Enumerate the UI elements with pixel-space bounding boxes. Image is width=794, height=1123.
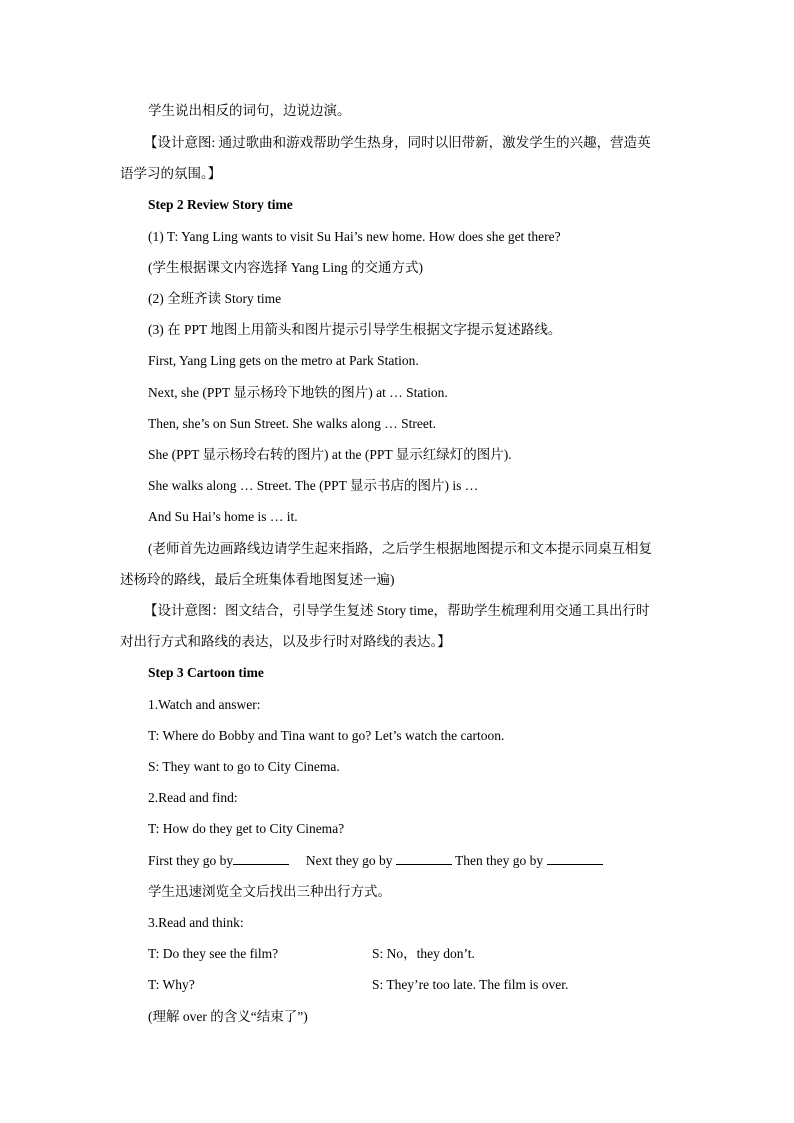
- text-line: Next, she (PPT 显示杨玲下地铁的图片) at … Station.: [148, 385, 448, 400]
- text-line: T: Where do Bobby and Tina want to go? Let’s watch the cartoon.: [148, 728, 505, 743]
- text-line: She (PPT 显示杨玲右转的图片) at the (PPT 显示红绿灯的图片).: [148, 447, 512, 462]
- dialogue-answer: S: They’re too late. The film is over.: [372, 977, 569, 992]
- text-line: 1.Watch and answer:: [148, 697, 261, 712]
- blank-2[interactable]: [396, 852, 452, 865]
- teacher-note-line-1: (老师首先边画路线边请学生起来指路，之后学生根据地图提示和文本提示同桌互相复: [148, 541, 652, 556]
- text-line: S: They want to go to City Cinema.: [148, 759, 340, 774]
- teacher-note-line-2: 述杨玲的路线，最后全班集体看地图复述一遍): [120, 572, 395, 587]
- dialogue-question: T: Why?: [148, 977, 195, 992]
- text-line: 3.Read and think:: [148, 915, 244, 930]
- text-line: Then, she’s on Sun Street. She walks along … Street.: [148, 416, 436, 431]
- text-line: (2) 全班齐读 Story time: [148, 291, 282, 306]
- text-line: First, Yang Ling gets on the metro at Park Station.: [148, 353, 419, 368]
- blank-3[interactable]: [547, 852, 603, 865]
- fill-in-line: [148, 852, 603, 870]
- step-3-heading: Step 3 Cartoon time: [148, 665, 264, 680]
- dialogue-answer: S: No，they don’t.: [372, 946, 475, 961]
- text-line: (理解 over 的含义“结束了”): [148, 1009, 308, 1024]
- fill-in-prompt-3: Then they go by: [455, 853, 544, 868]
- design-intent-2-line-2: 对出行方式和路线的表达，以及步行时对路线的表达。】: [120, 634, 451, 649]
- text-line: 学生说出相反的词句，边说边演。: [148, 103, 351, 118]
- fill-in-prompt-1: First they go by: [148, 853, 234, 868]
- text-line: She walks along … Street. The (PPT 显示书店的图片) is …: [148, 478, 479, 493]
- design-intent-1-line-1: 【设计意图: 通过歌曲和游戏帮助学生热身，同时以旧带新，激发学生的兴趣，营造英: [144, 135, 651, 150]
- blank-1[interactable]: [233, 852, 289, 865]
- step-2-heading: Step 2 Review Story time: [148, 197, 293, 212]
- text-line: (1) T: Yang Ling wants to visit Su Hai’s new home. How does she get there?: [148, 229, 561, 244]
- dialogue-question: T: Do they see the film?: [148, 946, 279, 961]
- text-line: (学生根据课文内容选择 Yang Ling 的交通方式): [148, 260, 424, 275]
- text-line: 学生迅速浏览全文后找出三种出行方式。: [148, 884, 391, 899]
- text-line: (3) 在 PPT 地图上用箭头和图片提示引导学生根据文字提示复述路线。: [148, 322, 562, 337]
- design-intent-2-line-1: 【设计意图：图文结合，引导学生复述 Story time，帮助学生梳理利用交通工具出行时: [144, 603, 650, 618]
- fill-in-prompt-2: Next they go by: [305, 853, 393, 868]
- text-line: T: How do they get to City Cinema?: [148, 821, 345, 836]
- text-line: 2.Read and find:: [148, 790, 238, 805]
- design-intent-1-line-2: 语学习的氛围。】: [120, 166, 222, 181]
- text-line: And Su Hai’s home is … it.: [148, 509, 298, 524]
